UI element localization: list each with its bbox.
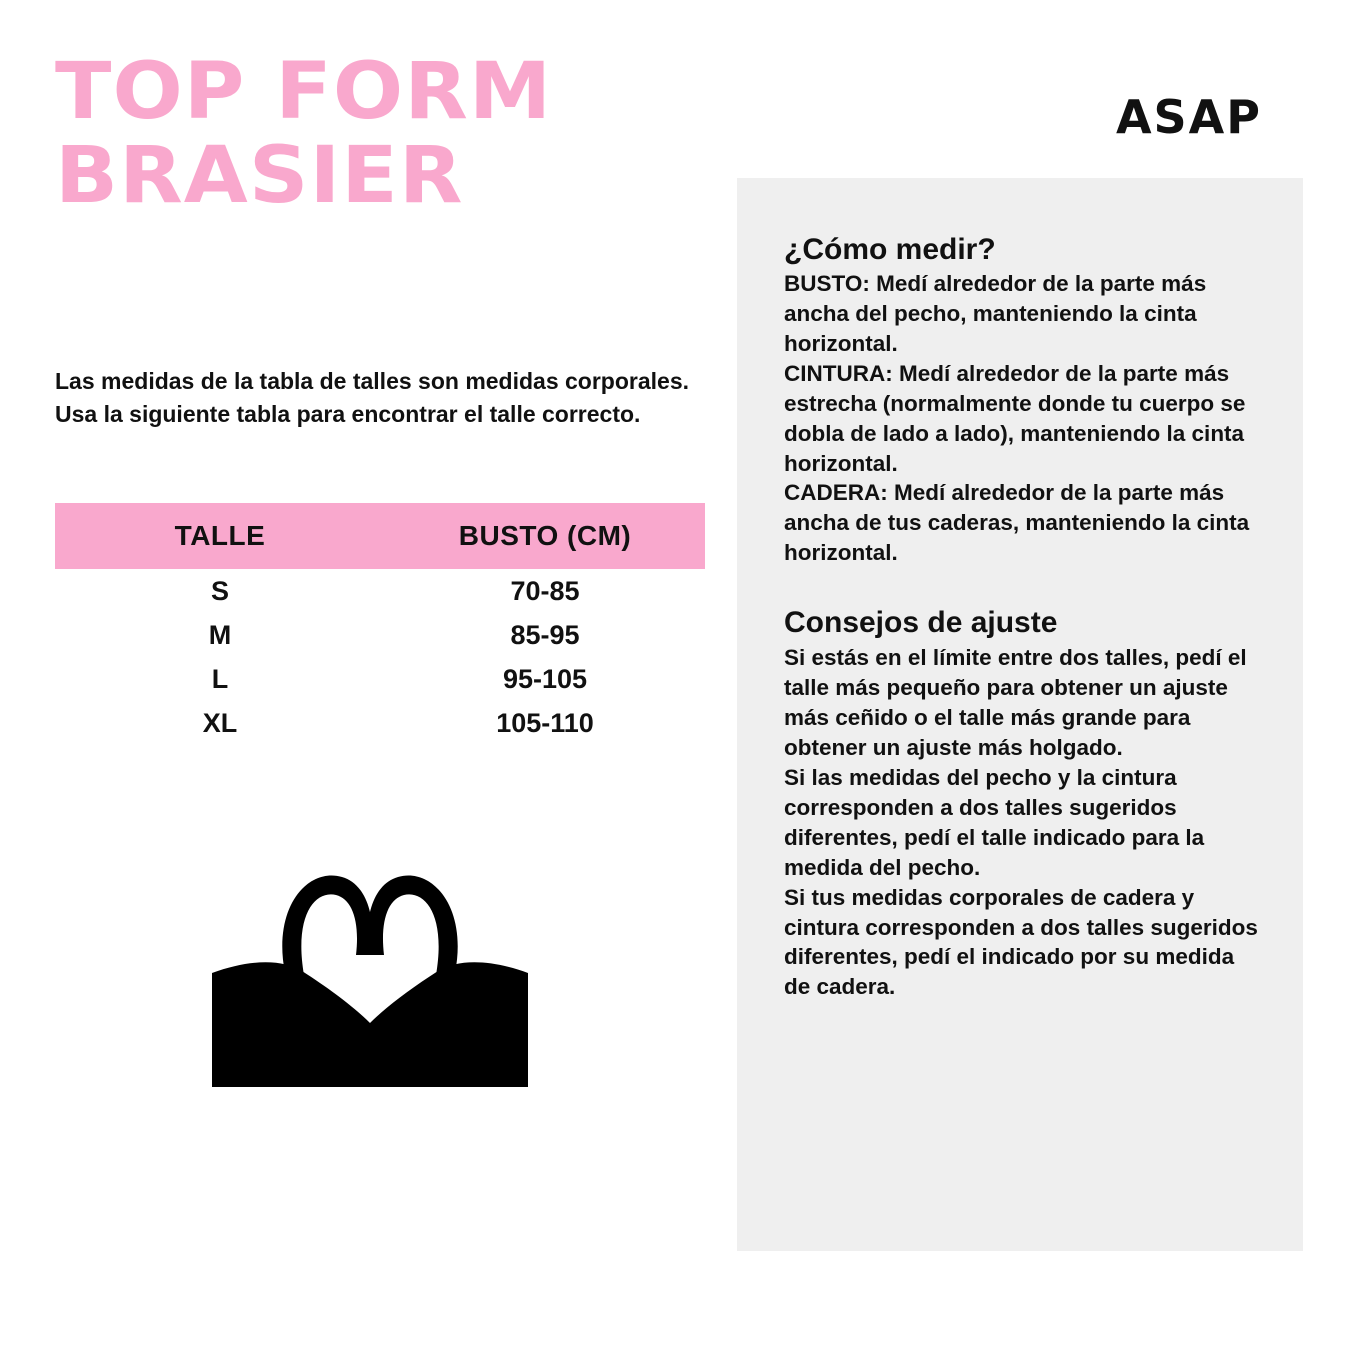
table-row	[55, 701, 705, 745]
measure-cadera-text: CADERA: Medí alrededor de la parte más ancha de tus caderas, manteniendo la cinta horizontal.	[784, 480, 1250, 566]
info-panel-content	[784, 233, 1264, 1002]
cell-busto: 70-85	[510, 575, 580, 606]
cell-talle: S	[210, 575, 229, 606]
brand-logo: ASAP	[1115, 90, 1262, 144]
cell-busto: 95-105	[502, 663, 588, 694]
table-header-row	[55, 503, 705, 569]
page-title	[55, 47, 695, 222]
info-panel	[737, 178, 1303, 1251]
table-row	[55, 657, 705, 701]
cell-talle: M	[208, 619, 232, 650]
bra-silhouette-icon	[190, 855, 550, 1105]
title-line-1: TOP FORM	[55, 47, 553, 137]
table-row	[55, 613, 705, 657]
table-header-busto: BUSTO (CM)	[458, 520, 632, 551]
fit-tips-heading: Consejos de ajuste	[784, 606, 1058, 640]
table-header-talle: TALLE	[174, 520, 266, 551]
title-line-2: BRASIER	[55, 131, 464, 222]
intro-paragraph: Las medidas de la tabla de talles son medidas corporales. Usa la siguiente tabla para encontrar el talle correcto.	[55, 368, 690, 427]
fit-tip-1: Si estás en el límite entre dos talles, pedí el talle más pequeño para obtener un ajuste más ceñido o el talle más grande para obtener un ajuste más holgado.	[784, 645, 1247, 760]
fit-tip-3: Si tus medidas corporales de cadera y cintura corresponden a dos talles sugeridos diferentes, pedí el indicado por su medida de cadera.	[784, 884, 1258, 1000]
cell-talle: XL	[202, 707, 238, 738]
measure-cintura-text: CINTURA: Medí alrededor de la parte más estrecha (normalmente donde tu cuerpo se dobla de lado a lado), manteniendo la cinta horizontal.	[784, 360, 1246, 476]
table-row	[55, 569, 705, 613]
how-to-measure-heading: ¿Cómo medir?	[784, 233, 996, 266]
cell-busto: 85-95	[510, 619, 580, 650]
size-chart-table	[55, 503, 705, 745]
measure-busto-text: BUSTO: Medí alrededor de la parte más ancha del pecho, manteniendo la cinta horizontal.	[784, 271, 1207, 356]
cell-talle: L	[211, 663, 229, 694]
cell-busto: 105-110	[496, 707, 594, 738]
fit-tip-2: Si las medidas del pecho y la cintura corresponden a dos talles sugeridos diferentes, pedí el talle indicado para la medida del pecho.	[784, 764, 1205, 880]
